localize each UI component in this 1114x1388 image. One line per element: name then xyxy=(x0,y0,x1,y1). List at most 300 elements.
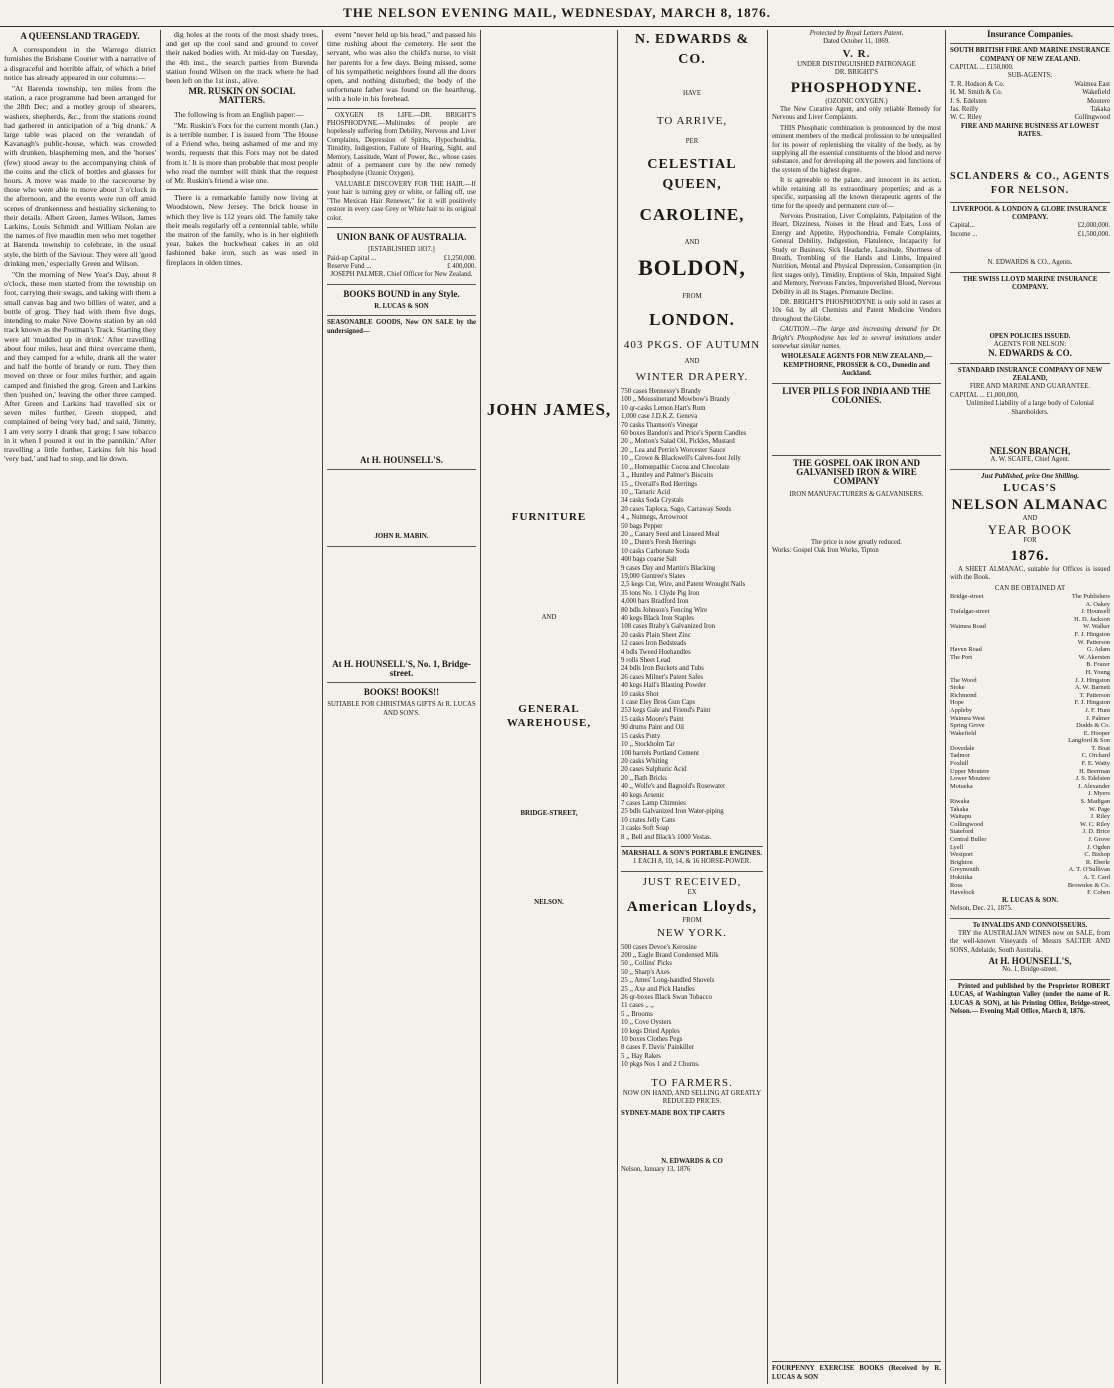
insurance-title: Insurance Companies. xyxy=(986,30,1073,39)
row-value: A. W. Barnett xyxy=(1074,684,1110,692)
list-item: 8 ,, Bell and Black's 1000 Vestas. xyxy=(621,833,712,841)
list-row xyxy=(950,783,1110,791)
list-row xyxy=(950,654,1110,662)
list-row xyxy=(950,730,1110,738)
row-value: C. Bishop xyxy=(1084,851,1110,859)
list-item: 9 cases Day and Martin's Blacking xyxy=(621,564,716,572)
sub-agents-label: SUB-AGENTS: xyxy=(1007,72,1053,80)
list-item: 3 casks Soft Soap xyxy=(621,825,670,833)
row-value: J. Grove xyxy=(1088,836,1110,844)
for-label: FOR xyxy=(1023,537,1037,545)
list-row xyxy=(950,631,1110,639)
list-item: 10 ,, Crowe & Blackwell's Calves-foot Jelly xyxy=(621,455,741,463)
list-row xyxy=(950,89,1110,97)
edwards-signature: N. EDWARDS & CO xyxy=(661,1157,723,1165)
reduced-prices-label: NOW ON HAND, AND SELLING AT GREATLY REDUCED PRICES. xyxy=(622,1089,762,1106)
row-value: J. Alexander xyxy=(1078,782,1110,790)
list-item: 20 cases Sulphuric Acid xyxy=(621,766,687,774)
list-item: 10 ,, Dunn's Fresh Herrings xyxy=(621,539,696,547)
list-row xyxy=(950,813,1110,821)
list-item: 750 cases Hennessy's Brandy xyxy=(621,388,701,396)
list-row xyxy=(950,639,1110,647)
places-list xyxy=(950,593,1110,897)
nelson-label: NELSON. xyxy=(534,898,564,906)
phosphodyne-title: PHOSPHODYNE. xyxy=(790,79,923,96)
list-row xyxy=(950,601,1110,609)
list-row xyxy=(950,669,1110,677)
list-row xyxy=(950,844,1110,852)
list-row xyxy=(950,677,1110,685)
list-item: 2,5 kegs Cut, Wire, and Patent Wrought Nails xyxy=(621,581,746,589)
row-value: F. E. Watty xyxy=(1081,760,1110,768)
ad-text: CAUTION.—The large and increasing demand for Dr. Bright's Phosphodyne has led to several imitations under somewhat similar names. xyxy=(772,326,941,350)
list-item: 20 ,, Motton's Salad Oil, Pickles, Mustard xyxy=(621,438,735,446)
ship-caroline: CAROLINE, xyxy=(639,204,745,224)
article-paragraph: event "never held up his head," and passed his time rushing about the cemetery. He sent the servant, who was also the child's nurse, to visit her parents for a few days. Being missed, some of his sympathetic neighbors found all the doors open, and nothing disturbed; the body of the unfortunate father was found on the hearthrug, with a hole in his forehead. xyxy=(327,30,476,104)
fourpenny-books: FOURPENNY EXERCISE BOOKS (Received by R. LUCAS & SON xyxy=(772,1361,941,1382)
patent-label: Protected by Royal Letters Patent. xyxy=(809,30,904,37)
column-5 xyxy=(621,30,763,1384)
list-row xyxy=(950,882,1110,890)
carts-label: SYDNEY-MADE BOX TIP CARTS xyxy=(621,1109,725,1117)
ad-text: It is agreeable to the palate, and innocent in its action, while retaining all its extraordinary properties; and as a specific, surpassing all the known therapeutic agents of the time for the speedy and permanent cure of— xyxy=(772,177,941,210)
list-item: 4 ,, Nutmegs, Arrowroot xyxy=(621,514,688,522)
list-item: 108 cases Braby's Galvanized Iron xyxy=(621,623,716,631)
packages-label: 403 PKGS. OF AUTUMN xyxy=(623,338,761,351)
goods-list xyxy=(621,944,763,1070)
row-value: F. Cohen xyxy=(1087,889,1110,897)
list-item: 20 ,, Lea and Perrin's Worcester Sauce xyxy=(621,446,726,454)
per-label: PER xyxy=(685,138,699,146)
column-2 xyxy=(166,30,318,1384)
list-row xyxy=(950,859,1110,867)
column-1 xyxy=(4,30,156,1384)
and-label: AND xyxy=(541,614,557,621)
list-row xyxy=(950,699,1110,707)
row-label: Takaka xyxy=(950,805,969,813)
swiss-lloyd-title: THE SWISS LLOYD MARINE INSURANCE COMPANY. xyxy=(950,272,1110,293)
row-value: T. Patterson xyxy=(1079,691,1110,699)
list-item: 24 bdls Iron Buckets and Tubs xyxy=(621,665,704,673)
row-value: Wakefield xyxy=(1082,89,1110,97)
list-item: 90 drums Paint and Oil xyxy=(621,724,685,732)
row-value: Dodds & Co. xyxy=(1076,722,1110,730)
row-value: B. Frazer xyxy=(1086,661,1110,669)
list-row xyxy=(950,106,1110,114)
column-rule xyxy=(480,30,481,1384)
row-value: J. D. Brice xyxy=(1082,828,1110,836)
ship-american-lloyds: American Lloyds, xyxy=(626,899,758,916)
price-reduced: The price is now greatly reduced. xyxy=(811,539,902,547)
list-item: 12 cases Iron Bedsteads xyxy=(621,640,687,648)
list-row xyxy=(950,790,1110,798)
row-label: Stoke xyxy=(950,684,965,692)
list-item: 50 ,, Collins' Picks xyxy=(621,960,672,968)
ozonic-label: (OZONIC OXYGEN.) xyxy=(825,97,888,105)
ship-boldon: BOLDON, xyxy=(638,255,746,281)
seasonable-goods-title: SEASONABLE GOODS, Now ON SALE by the undersigned— xyxy=(327,319,476,335)
article-paragraph: "At Barenda township, ten miles from the station, a race programme had been arranged for the 28th Dec; and a motley group of shearers, washers, shepherds, &c., from the stations round had gathered in anticipation of a 'big drunk.' A large table was placed on the verandah of Kavanagh's public-house, which was crowded with drunken, blaspheming men, and the 'horses' (few) stood away to the accompanying chink of the coins and the click of bottles and glasses for hours. A move was made to the racecourse by those who were able to move about 3 o'clock in the afternoon, and the events were run off amid scenes of drunkenness and bestiality sickening to their details. Albert Green, James Wilson, James Larkins, Louis Schmidt and William Nolan are the names of five maudlin men who met together at Barenda township to celebrate, in the usual style, the birth of the Saviour. They were all 'good drinking men,' especially Green and Wilson. xyxy=(4,84,156,268)
list-item: 7 cases Lamp Chimnies xyxy=(621,799,686,807)
ad-text: DR. BRIGHT'S PHOSPHODYNE is only sold in cases at 10s 6d. by all Chemists and Patent Medicine Vendors throughout the Globe. xyxy=(772,298,941,323)
list-row xyxy=(950,98,1110,106)
wholesale-agents: WHOLESALE AGENTS FOR NEW ZEALAND,— KEMPTHORNE, PROSSER & CO., Dunedin and Auckland. xyxy=(781,353,932,378)
books-bound-title: BOOKS BOUND in any Style. xyxy=(343,288,460,299)
row-label: Upper Moutere xyxy=(950,767,990,775)
row-value: A. T. O'Sullivan xyxy=(1068,866,1110,874)
row-label: Dovedale xyxy=(950,744,975,752)
row-label: Jas. Reilly xyxy=(950,106,979,114)
list-item: 34 casks Soda Crystals xyxy=(621,497,684,505)
list-item: 100 ,, Moussinerand Mowbow's Brandy xyxy=(621,396,730,404)
imprint: Printed and published by the Proprietor ROBERT LUCAS, of Washington Valley (under the name of R. LUCAS & SON), at his Printing Office, Bridge-street, Nelson.— Evening Mail Office, March 8, 1876. xyxy=(950,979,1110,1017)
row-label: The Wood xyxy=(950,676,977,684)
row-label: Westport xyxy=(950,851,973,859)
row-label: Tadmor xyxy=(950,752,970,760)
lucas-name: R. LUCAS & SON xyxy=(374,302,429,310)
list-item: 26 cases Milner's Patent Safes xyxy=(621,673,704,681)
article-paragraph: "Mr. Ruskin's Fors for the current month (Jan.) is a terrible number. I is issued from 'The House of a Friend who, being ashamed of me and my words, requests that this Fors may not be dated from it.' It is more than probable that most people who read the number will think that the request of Mr. Ruskin's friend a wise one. xyxy=(166,120,318,186)
list-item: 1,000 case J.D.K.Z. Geneva xyxy=(621,413,698,421)
row-label: Hope xyxy=(950,699,964,707)
column-rule xyxy=(160,30,161,1384)
list-row xyxy=(950,661,1110,669)
edwards-agents: N. EDWARDS & CO., Agents. xyxy=(987,259,1073,267)
list-item: 253 kegs Gale and Friend's Paint xyxy=(621,707,711,715)
list-row xyxy=(950,866,1110,874)
scaife-name: A. W. SCAIFE, Chief Agent. xyxy=(990,456,1070,464)
just-received-label: JUST RECEIVED, xyxy=(621,871,763,889)
ex-label: EX xyxy=(687,888,697,896)
and-label: AND xyxy=(1022,514,1038,522)
list-row xyxy=(950,722,1110,730)
have-label: HAVE xyxy=(682,90,701,97)
list-item: 10 casks Shot xyxy=(621,690,659,698)
list-item: 50 bags Pepper xyxy=(621,522,663,530)
bank-title: UNION BANK OF AUSTRALIA. xyxy=(336,231,467,242)
list-row xyxy=(950,798,1110,806)
sclanders-name: SCLANDERS & CO., AGENTS FOR NELSON. xyxy=(950,170,1110,196)
row-label: Havelock xyxy=(950,889,975,897)
christmas-gifts: SUITABLE FOR CHRISTMAS GIFTS At R. LUCAS AND SON'S. xyxy=(327,701,476,717)
column-rule xyxy=(767,30,768,1384)
lg-row-value: £2,000,000. xyxy=(1077,222,1110,230)
list-item: 11 cases ,, ,, xyxy=(621,1002,654,1010)
lucas-label: LUCAS'S xyxy=(1003,481,1057,494)
list-item: 1 case Eley Bros Gun Caps xyxy=(621,699,696,707)
vr-label: V. R. xyxy=(842,47,871,60)
lg-title: LIVERPOOL & LONDON & GLOBE INSURANCE COMPANY. xyxy=(950,202,1110,223)
row-label: Haven Road xyxy=(950,646,982,654)
lg-row-label: Capital... xyxy=(950,222,975,230)
row-label: H. M. Smith & Co. xyxy=(950,89,1003,97)
bank-signature: JOSEPH PALMER, Chief Officer for New Zealand. xyxy=(330,271,473,279)
list-row xyxy=(950,752,1110,760)
row-label: W. C. Riley xyxy=(950,114,982,122)
list-row xyxy=(950,851,1110,859)
row-value: A. T. Card xyxy=(1083,873,1110,881)
list-item: 9 rolls Sheet Lead xyxy=(621,657,671,665)
row-label: Richmond xyxy=(950,691,977,699)
obtained-label: CAN BE OBTAINED AT xyxy=(994,584,1066,592)
list-row xyxy=(950,828,1110,836)
new-york-label: NEW YORK. xyxy=(656,926,728,939)
agents-nelson: AGENTS FOR NELSON: xyxy=(993,340,1067,348)
row-value: The Publishers xyxy=(1071,593,1110,601)
list-row xyxy=(950,646,1110,654)
edwards-date: Nelson, January 13, 1876 xyxy=(621,1166,691,1174)
row-label: Collingwood xyxy=(950,820,984,828)
row-value: J. Myers xyxy=(1087,790,1110,798)
hounsell-name: At H. HOUNSELL'S. xyxy=(359,455,444,466)
and-label: AND xyxy=(684,357,700,365)
ad-text: The New Curative Agent, and only reliable Remedy for Nervous and Liver Complaints. xyxy=(772,106,941,122)
list-item: 10 casks Carbonate Soda xyxy=(621,547,690,555)
and-label: AND xyxy=(684,238,700,246)
row-value: H. D. Jackson xyxy=(1074,615,1110,623)
bridge-street-label: BRIDGE-STREET, xyxy=(520,810,578,818)
list-item: 10 boxes Clothes Pegs xyxy=(621,1036,683,1044)
row-label: Wakefield xyxy=(950,729,977,737)
row-label: Bridge-street xyxy=(950,593,984,601)
john-james-name: JOHN JAMES, xyxy=(486,400,612,419)
list-item: 10 ,, Homœpathic Cocoa and Chocolate xyxy=(621,463,730,471)
list-item: 25 ,, Ames' Long-handled Shovels xyxy=(621,977,715,985)
sb-capital: CAPITAL ... £150,000. xyxy=(950,64,1014,72)
list-item: 4 bdls Tweed Hoehandles xyxy=(621,648,691,656)
list-item: 40 ,, Wolfe's and Bagnold's Rosewater xyxy=(621,783,726,791)
row-label: Motueka xyxy=(950,782,973,790)
list-row xyxy=(950,707,1110,715)
standard-title: STANDARD INSURANCE COMPANY OF NEW ZEALAND, xyxy=(950,363,1110,384)
ad-text: Nervous Prostration, Liver Complaints, Palpitation of the Heart, Dizziness, Noises in the Head and Ears, Loss of Energy and Appetite, Hypochondria, Female Complaints, General Debility, Indigestion, Flatulence, Incapacity for Study or Business, Sick Headache, Lassitude, Shortness of Breath, Trembling of the Hands and Limbs, Impaired Nutrition, Mental and Physical Depression, Consumption (in first stages only), Timidity, Eruptions of Skin, Impaired Sight and Memory, Nervous Fancies, Impoverished Blood, Nervous Debility in all its Stages, Premature Decline. xyxy=(772,212,941,296)
list-item: 40 kegs Arsenic xyxy=(621,791,665,799)
article-title: MR. RUSKIN ON SOCIAL MATTERS. xyxy=(188,86,296,106)
article-paragraph: "On the morning of New Year's Day, about 8 o'clock, these men started from the township on foot, carrying their swags, and taking with them a small canvas bag and two billies of water, and a bottle of grog. They had with them five dogs, intending to make Nive Downs station by an old track known as the Postman's Track. Starting they were all 'muddled up in drink.' After travelling about four miles, heat and thirst overcame them, and they camped for a while, drank all the water and half the bottle of brandy or rum. They then moved on three or four miles further, and again camped and finished the grog. Green and Larkins then 'pushed on,' leaving the other three camped. After Green and Larkins had travelled six or seven miles further, Green stopped, and complained of being 'very bad,' and said, 'Jimmy, I am very sorry I drank that grog; I saw tobacco in it when I poured it out in the pannikin.' After travelling a little further, Larkins felt his head 'very bad,' and had to stop, and lie down. xyxy=(4,270,156,464)
row-label: Stateford xyxy=(950,828,974,836)
invalids-title: To INVALIDS AND CONNOISSEURS. xyxy=(950,918,1110,930)
list-row xyxy=(950,821,1110,829)
row-value: W. C. Riley xyxy=(1080,820,1110,828)
lg-row-label: Income ... xyxy=(950,230,978,238)
row-value: J. S. Edelsten xyxy=(1075,775,1110,783)
list-item: 60 boxes Bandon's and Price's Sperm Candles xyxy=(621,430,747,438)
almanac-title: NELSON ALMANAC xyxy=(951,496,1109,513)
row-value: J. Ogden xyxy=(1087,843,1110,851)
row-label: Waitapu xyxy=(950,813,972,821)
article-paragraph: A correspondent in the Warrego district furnishes the Brisbane Courier with a narrative of a disgraceful and horrible affair, of which a brief notice has already appeared in our columns:— xyxy=(4,45,156,82)
row-value: H. Beerman xyxy=(1079,767,1110,775)
list-row xyxy=(950,768,1110,776)
row-label: T. R. Hodson & Co. xyxy=(950,80,1005,88)
row-label: Lower Moutere xyxy=(950,775,990,783)
row-label: The Port xyxy=(950,653,973,661)
row-value: C. Orchard xyxy=(1081,752,1110,760)
column-7 xyxy=(950,30,1110,1384)
list-row xyxy=(950,760,1110,768)
open-policies: OPEN POLICIES ISSUED. xyxy=(989,332,1071,340)
article-title: A QUEENSLAND TRAGEDY. xyxy=(20,31,140,41)
list-item: 4,000 bars Bradford Iron xyxy=(621,598,689,606)
masthead: THE NELSON EVENING MAIL, WEDNESDAY, MARCH 8, 1876. xyxy=(0,0,1114,27)
general-warehouse-label: GENERAL WAREHOUSE, xyxy=(506,703,592,730)
list-item: 10 pkgs Nos 1 and 2 Churns. xyxy=(621,1061,700,1069)
list-item: 19,000 Guntree's Slates xyxy=(621,572,686,580)
list-item: 100 barrels Portland Cement xyxy=(621,749,699,757)
list-row xyxy=(950,684,1110,692)
london-label: LONDON. xyxy=(649,309,735,329)
works-label: Works: Gospel Oak Iron Works, Tipton xyxy=(772,547,879,555)
row-label: Riwaka xyxy=(950,798,970,806)
row-value: Takaka xyxy=(1090,106,1110,114)
bank-row-value: £ 400,000. xyxy=(447,262,476,270)
list-item: 40 kegs Hall's Blasting Powder xyxy=(621,682,707,690)
lg-row-value: £1,500,000. xyxy=(1077,230,1110,238)
list-item: 15 ,, Overall's Red Herrings xyxy=(621,480,697,488)
fmg-label: FIRE AND MARINE AND GUARANTEE. xyxy=(969,383,1091,391)
list-item: 70 casks Thamson's Vinegar xyxy=(621,421,699,429)
wine-text: TRY the AUSTRALIAN WINES now on SALE, from the well-known Vineyards of Messrs SALTER AND SONS, Adelaide, South Australia. xyxy=(950,929,1110,954)
list-item: 20 ,, Bath Bricks xyxy=(621,774,667,782)
article-paragraph: There is a remarkable family now living at Woodstown, New Jersey. The brick house in which they live is 112 years old. The family take their meals regularly off a centennial table, while the matron of the family, who is in her eightieth year, bakes the buckwheat cakes in an old fashioned bake iron, such as was used in fireplaces in olden times. xyxy=(166,193,318,267)
gospel-oak-sub: IRON MANUFACTURERS & GALVANISERS. xyxy=(789,490,924,498)
row-label: Trafalgar-street xyxy=(950,608,990,616)
row-label: J. S. Edelsten xyxy=(950,97,987,105)
list-row xyxy=(950,616,1110,624)
list-item: 500 cases Devoe's Kerosine xyxy=(621,943,697,951)
list-item: 25 bdls Galvanized Iron Water-piping xyxy=(621,808,724,816)
row-value: J. Hounsell xyxy=(1081,608,1110,616)
list-item: 20 casks Plain Sheet Zinc xyxy=(621,631,691,639)
standard-capital: CAPITAL ... £1,000,000, xyxy=(950,391,1019,399)
row-value: S. Madigan xyxy=(1080,798,1110,806)
from-label: FROM xyxy=(682,293,702,301)
list-row xyxy=(950,623,1110,631)
row-value: W. Walker xyxy=(1083,623,1110,631)
list-item: 10 crates Jelly Cans xyxy=(621,816,676,824)
list-row xyxy=(950,889,1110,897)
row-label: Lyell xyxy=(950,843,964,851)
list-row xyxy=(950,81,1110,89)
furniture-label: FURNITURE xyxy=(511,511,587,523)
column-3 xyxy=(327,30,476,1384)
row-label: Foxhill xyxy=(950,760,969,768)
south-british-title: SOUTH BRITISH FIRE AND MARINE INSURANCE COMPANY OF NEW ZEALAND. xyxy=(950,43,1110,64)
row-value: Waimea East xyxy=(1074,80,1110,88)
column-6 xyxy=(772,30,941,1384)
row-label: Waimea West xyxy=(950,714,985,722)
list-item: 10 ,, Tartaric Acid xyxy=(621,488,671,496)
row-value: J. F. Hunt xyxy=(1085,706,1110,714)
column-rule xyxy=(945,30,946,1384)
list-row xyxy=(950,715,1110,723)
row-value: W. Akersten xyxy=(1078,653,1110,661)
hounsell-name: At H. HOUNSELL'S, xyxy=(988,956,1072,967)
advertisement-text: VALUABLE DISCOVERY FOR THE HAIR.—If your hair is turning grey or white, or falling off, use "The Mexican Hair Renewer," for it will positively restore in every case Grey or White hair to its original color. xyxy=(327,180,476,222)
to-farmers-label: TO FARMERS. xyxy=(651,1076,733,1089)
ship-celestial-queen: CELESTIAL QUEEN, xyxy=(647,156,737,192)
row-label: Spring Grove xyxy=(950,722,985,730)
list-item: 20 cases Taploca, Sago, Carraway Seeds xyxy=(621,505,732,513)
list-item: 3 ,, Huntley and Palmer's Biscuits xyxy=(621,472,714,480)
list-row xyxy=(950,806,1110,814)
row-value: T. Boat xyxy=(1091,744,1110,752)
ad-text: THIS Phosphatic combination is pronounced by the most eminent members of the medical profession to be unequalled for its power of replenishing the vitality of the body, as by supplying all the essential constituents of the blood and nerve substance, and for developing all the powers and functions of the system of the highest degree. xyxy=(772,124,941,174)
row-value: H. Young xyxy=(1085,668,1110,676)
hounsell-address: No. 1, Bridge-street. xyxy=(1002,966,1058,974)
list-item: 26 qr-boxes Black Swan Tobacco xyxy=(621,994,712,1002)
row-value: Brownlee & Co. xyxy=(1067,881,1110,889)
rl-name: R. LUCAS & SON. xyxy=(1001,896,1059,904)
sub-agents-list xyxy=(950,81,1110,123)
list-row xyxy=(950,608,1110,616)
edwards-name: N. EDWARDS & CO. xyxy=(988,348,1072,359)
list-row xyxy=(950,737,1110,745)
books-title: BOOKS! BOOKS!! xyxy=(363,687,440,698)
list-row xyxy=(950,692,1110,700)
row-label: Central Buller xyxy=(950,836,987,844)
list-item: 20 casks Whiting xyxy=(621,757,669,765)
just-published: Just Published, price One Shilling. xyxy=(950,469,1110,481)
list-item: 5 ,, Hay Rakes xyxy=(621,1052,661,1060)
row-value: E. Hooper xyxy=(1083,729,1110,737)
hounsell-address: At H. HOUNSELL'S, No. 1, Bridge-street. xyxy=(332,658,471,678)
column-rule xyxy=(322,30,323,1384)
row-label: Hokitika xyxy=(950,873,973,881)
liver-pills-title: LIVER PILLS FOR INDIA AND THE COLONIES. xyxy=(772,383,941,405)
article-paragraph: dig holes at the roots of the most shady trees, and get up the cool sand and ground to cover their naked bodies with. At mid-day on Tuesday, the 4th inst., the search parties from Burenda station found Wilson on the track where he had been left on the 1st inst., alive. xyxy=(166,30,318,86)
patronage-label: UNDER DISTINGUISHED PATRONAGE xyxy=(797,60,916,68)
bank-row-value: £1,250,000. xyxy=(443,254,476,262)
column-4 xyxy=(485,30,613,1384)
list-item: 10 ,, Stockholm Tar xyxy=(621,741,675,749)
list-row xyxy=(950,593,1110,601)
advertisement-text: OXYGEN IS LIFE.—DR. BRIGHT'S PHOSPHODYNE.—Multitudes of people are hopelessly suffering from Debility, Nervous and Liver Complaints, Depression of Spirits, Hypochondria, Timidity, Indigestion, Failure of Hearing, Sight, and Memory, Lassitude, Want of Power, &c., whose cases admit of a permanent cure by the new remedy Phosphodyne (Ozonic Oxygen). xyxy=(327,111,476,178)
list-item: 10 ,, Cove Oysters xyxy=(621,1019,672,1027)
row-value: Collingwood xyxy=(1074,114,1110,122)
list-item: 10 qr-casks Lemon Hart's Rum xyxy=(621,404,706,412)
patent-date: Dated October 11, 1869. xyxy=(823,38,890,46)
list-item: 5 ,, Brooms xyxy=(621,1010,653,1018)
row-label: Brighton xyxy=(950,858,973,866)
list-item: 15 casks Putty xyxy=(621,732,661,740)
edwards-firm: N. EDWARDS & CO. xyxy=(634,32,750,67)
mabin-name: JOHN R. MABIN. xyxy=(374,533,429,541)
row-value: A. Oakey xyxy=(1085,600,1110,608)
row-value: J. J. Hingston xyxy=(1075,676,1110,684)
year-label: 1876. xyxy=(1010,547,1050,564)
winter-drapery-label: WINTER DRAPERY. xyxy=(635,371,749,384)
list-item: 200 ,, Eagle Brand Condensed Milk xyxy=(621,952,719,959)
to-arrive-label: TO ARRIVE, xyxy=(656,115,728,128)
list-item: 15 casks Moore's Paint xyxy=(621,715,684,723)
list-item: 25 ,, Axe and Pick Handles xyxy=(621,985,695,993)
list-item: 8 cases F. Davis' Painkiller xyxy=(621,1044,694,1052)
year-book-label: YEAR BOOK xyxy=(987,522,1073,538)
row-label: Ross xyxy=(950,881,963,889)
unlimited-label: Unlimited Liability of a large body of Colonial Shareholders. xyxy=(966,400,1094,416)
list-item: 35 tons No. 1 Clyde Pig Iron xyxy=(621,589,700,597)
rl-date: Nelson, Dec. 21, 1875. xyxy=(950,905,1013,913)
from-label: FROM xyxy=(682,917,702,925)
row-value: Langford & Son xyxy=(1068,737,1110,745)
bank-row-label: Reserve Fund ... xyxy=(327,262,372,270)
list-item: 50 ,, Sharp's Axes xyxy=(621,968,670,976)
dr-bright-label: DR. BRIGHT'S xyxy=(834,69,879,77)
bank-established: [ESTABLISHED 1837.] xyxy=(368,246,435,254)
gospel-oak-title: THE GOSPEL OAK IRON AND GALVANISED IRON & WIRE COMPANY xyxy=(772,455,941,487)
list-item: 40 kegs Black Iron Staples xyxy=(621,615,694,622)
